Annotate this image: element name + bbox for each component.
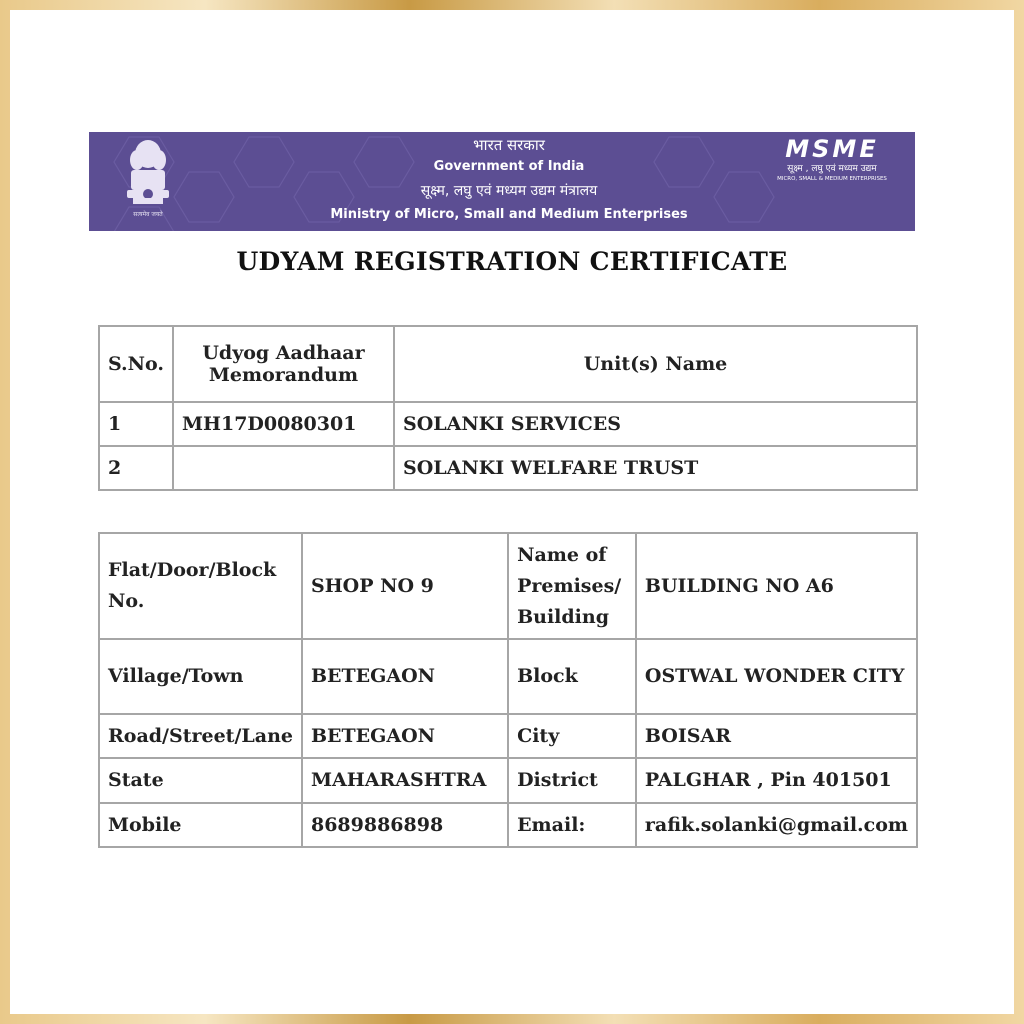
cell-unit-name: SOLANKI SERVICES <box>394 402 917 446</box>
cell-value: BETEGAON <box>302 639 508 714</box>
header-unit-name: Unit(s) Name <box>394 326 917 402</box>
table-row <box>99 533 917 639</box>
header-uam: Udyog Aadhaar Memorandum <box>173 326 394 402</box>
cell-value: BUILDING NO A6 <box>636 533 917 639</box>
cell-label: Flat/Door/Block No. <box>99 533 302 639</box>
cell-value: rafik.solanki@gmail.com <box>636 803 917 847</box>
english-ministry-text: Ministry of Micro, Small and Medium Enterprises <box>330 207 688 222</box>
msme-logo-hindi: सूक्ष्म , लघु एवं मध्यम उद्यम <box>787 164 877 174</box>
cell-value: SHOP NO 9 <box>302 533 508 639</box>
msme-logo-text: MSME <box>785 135 879 163</box>
cell-label: Email: <box>508 803 636 847</box>
address-table <box>98 532 918 848</box>
cell-uam <box>173 446 394 490</box>
cell-value: 8689886898 <box>302 803 508 847</box>
header-sno: S.No. <box>99 326 173 402</box>
units-table-header <box>99 326 917 402</box>
table-row <box>99 639 917 714</box>
cell-value: BOISAR <box>636 714 917 758</box>
table-row <box>99 803 917 847</box>
cell-label: Road/Street/Lane <box>99 714 302 758</box>
table-row <box>99 446 917 490</box>
cell-label: City <box>508 714 636 758</box>
hindi-ministry-text: सूक्ष्म, लघु एवं मध्यम उद्यम मंत्रालय <box>420 183 598 199</box>
units-table <box>98 325 918 491</box>
table-row <box>99 402 917 446</box>
msme-logo <box>769 135 895 183</box>
certificate-title: UDYAM REGISTRATION CERTIFICATE <box>236 247 788 276</box>
cell-label: Name of Premises/ Building <box>508 533 636 639</box>
cell-uam: MH17D0080301 <box>173 402 394 446</box>
cell-value: MAHARASHTRA <box>302 758 508 803</box>
ashoka-emblem-icon <box>119 136 177 224</box>
cell-value: OSTWAL WONDER CITY <box>636 639 917 714</box>
table-row <box>99 714 917 758</box>
cell-unit-name: SOLANKI WELFARE TRUST <box>394 446 917 490</box>
cell-label: Village/Town <box>99 639 302 714</box>
cell-sno: 2 <box>99 446 173 490</box>
cell-label: State <box>99 758 302 803</box>
cell-sno: 1 <box>99 402 173 446</box>
cell-value: PALGHAR , Pin 401501 <box>636 758 917 803</box>
table-row <box>99 758 917 803</box>
emblem-motto: सत्यमेव जयते <box>133 211 163 218</box>
cell-value: BETEGAON <box>302 714 508 758</box>
ministry-banner <box>89 132 915 231</box>
cell-label: District <box>508 758 636 803</box>
english-govt-text: Government of India <box>433 159 585 174</box>
cell-label: Block <box>508 639 636 714</box>
hindi-govt-text: भारत सरकार <box>473 136 545 154</box>
msme-logo-english: MICRO, SMALL & MEDIUM ENTERPRISES <box>777 176 887 182</box>
cell-label: Mobile <box>99 803 302 847</box>
